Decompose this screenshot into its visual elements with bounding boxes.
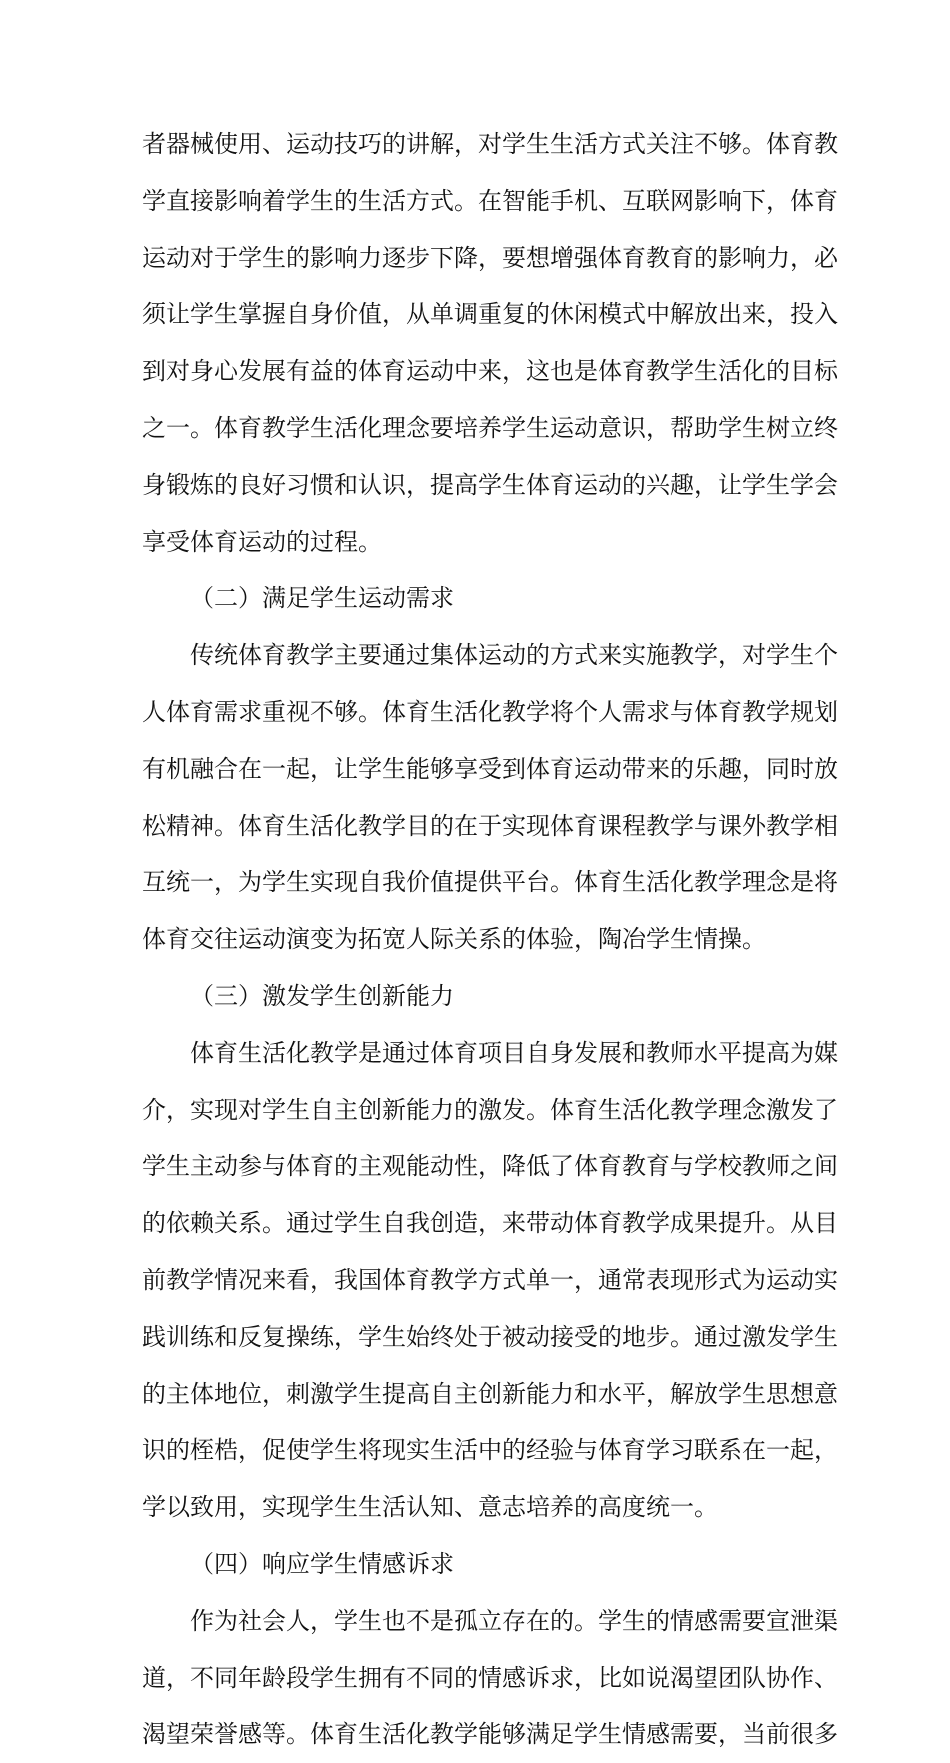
paragraph-line: 须让学生掌握自身价值，从单调重复的休闲模式中解放出来，投入 <box>142 300 838 329</box>
paragraph-line: 人体育需求重视不够。体育生活化教学将个人需求与体育教学规划 <box>142 697 838 726</box>
paragraph-line: 学以致用，实现学生生活认知、意志培养的高度统一。 <box>142 1493 718 1522</box>
paragraph-line: 践训练和反复操练，学生始终处于被动接受的地步。通过激发学生 <box>142 1322 838 1351</box>
paragraph-line: 运动对于学生的影响力逐步下降，要想增强体育教育的影响力，必 <box>142 243 838 272</box>
paragraph-line: 识的桎梏，促使学生将现实生活中的经验与体育学习联系在一起， <box>142 1436 838 1465</box>
paragraph-line: 者器械使用、运动技巧的讲解，对学生生活方式关注不够。体育教 <box>142 130 838 158</box>
paragraph-line: 作为社会人，学生也不是孤立存在的。学生的情感需要宣泄渠 <box>190 1606 838 1635</box>
paragraph-line: 渴望荣誉感等。体育生活化教学能够满足学生情感需要，当前很多 <box>142 1720 838 1749</box>
paragraph-line: 互统一，为学生实现自我价值提供平台。体育生活化教学理念是将 <box>142 868 838 897</box>
document-body <box>142 116 838 1763</box>
paragraph-line: 道，不同年龄段学生拥有不同的情感诉求，比如说渴望团队协作、 <box>142 1663 838 1692</box>
paragraph-line: 松精神。体育生活化教学目的在于实现体育课程教学与课外教学相 <box>142 811 838 840</box>
paragraph-line: 的依赖关系。通过学生自我创造，来带动体育教学成果提升。从目 <box>142 1209 838 1238</box>
paragraph-line: 体育交往运动演变为拓宽人际关系的体验，陶冶学生情操。 <box>142 925 766 954</box>
paragraph-line: 介，实现对学生自主创新能力的激发。体育生活化教学理念激发了 <box>142 1095 838 1124</box>
paragraph-line: 学生主动参与体育的主观能动性，降低了体育教育与学校教师之间 <box>142 1152 838 1181</box>
paragraph-line: 传统体育教学主要通过集体运动的方式来实施教学，对学生个 <box>190 641 838 670</box>
paragraph-line: 身锻炼的良好习惯和认识，提高学生体育运动的兴趣，让学生学会 <box>142 470 838 499</box>
paragraph-line: 之一。体育教学生活化理念要培养学生运动意识，帮助学生树立终 <box>142 413 838 442</box>
paragraph-line: 有机融合在一起，让学生能够享受到体育运动带来的乐趣，同时放 <box>142 754 838 783</box>
paragraph-line: 享受体育运动的过程。 <box>142 527 382 556</box>
paragraph-line: 学直接影响着学生的生活方式。在智能手机、互联网影响下，体育 <box>142 186 838 215</box>
section-heading: （四）响应学生情感诉求 <box>190 1549 454 1578</box>
paragraph-line: 体育生活化教学是通过体育项目自身发展和教师水平提高为媒 <box>190 1038 838 1067</box>
paragraph-line: 的主体地位，刺激学生提高自主创新能力和水平，解放学生思想意 <box>142 1379 838 1408</box>
paragraph-line: 前教学情况来看，我国体育教学方式单一，通常表现形式为运动实 <box>142 1265 838 1294</box>
paragraph-line: 到对身心发展有益的体育运动中来，这也是体育教学生活化的目标 <box>142 357 838 386</box>
section-heading: （二）满足学生运动需求 <box>190 584 454 613</box>
section-heading: （三）激发学生创新能力 <box>190 981 454 1010</box>
